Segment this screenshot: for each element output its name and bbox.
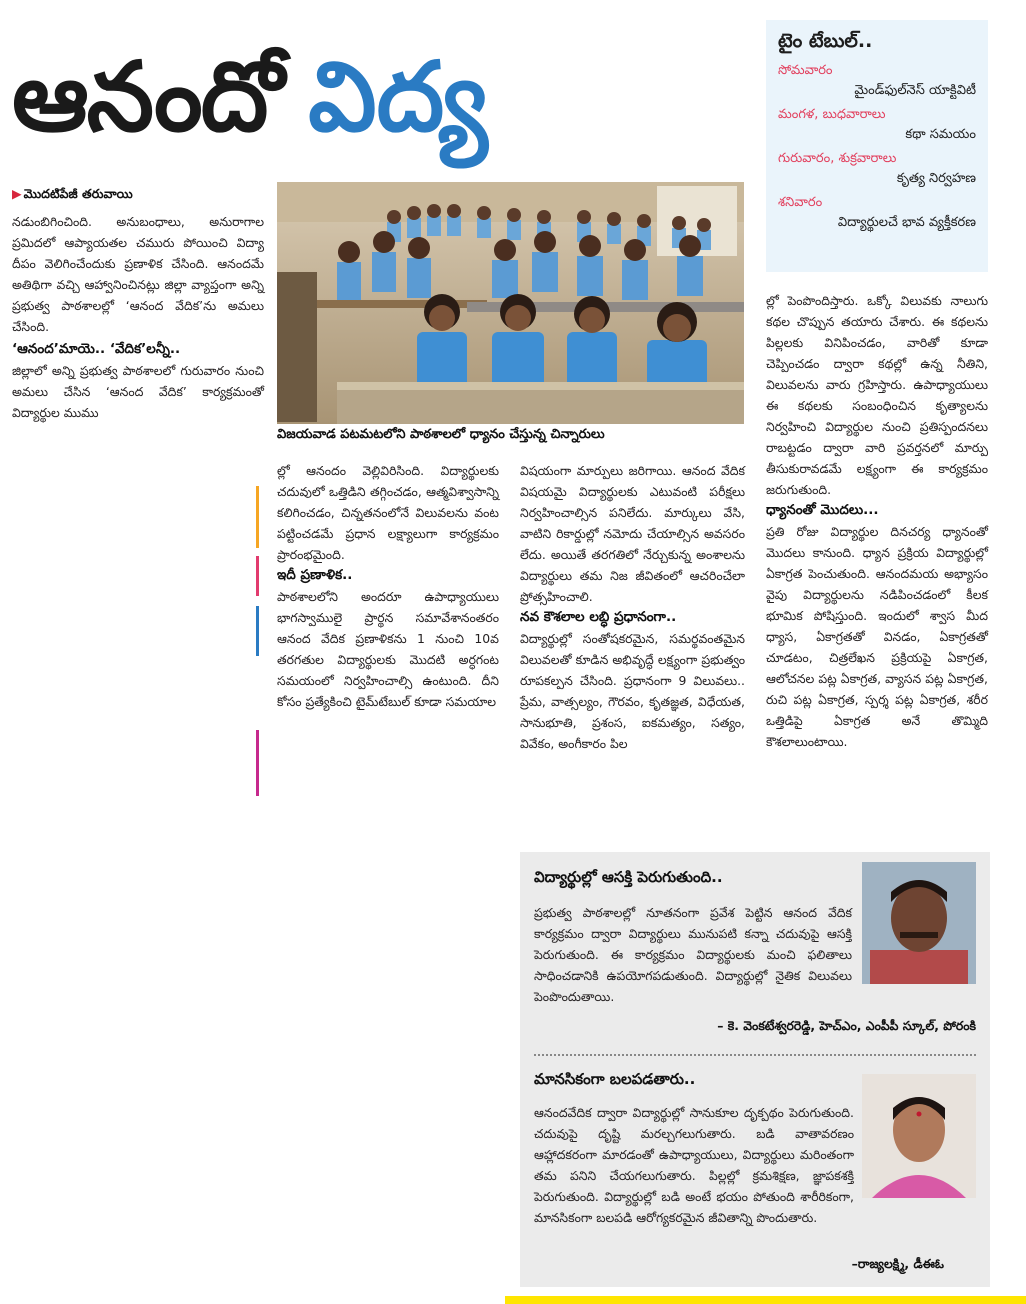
person-photo-icon bbox=[862, 1074, 976, 1198]
column-4 bbox=[766, 290, 988, 752]
classroom-photo-illustration bbox=[277, 182, 744, 424]
timetable-row bbox=[778, 195, 976, 233]
timetable-activity: విద్యార్థులచే భావ వ్యక్తీకరణ bbox=[837, 215, 976, 230]
quote-text: ఆనందవేదిక ద్వారా విద్యార్థుల్లో సానుకూల దృక్పథం పెరుగుతుంది. చదువుపై దృష్టి మరల్చగలుగుతారు. బడి వాతావరణం ఆహ్లాదకరంగా మారడంతో ఉపాధ్యాయులు, విద్యార్థులు మరింతంగా తమ పనిని చేయగలుగుతారు. పిల్లల్లో క్రమశిక్షణ, జ్ఞాపకశక్తి పెరుగుతుంది. విద్యార్థుల్లో బడి అంటే భయం పోతుంది శారీరికంగా, మానసికంగా బలపడి ఆరోగ్యకరమైన జీవితాన్ని పొందుతారు. bbox=[534, 1105, 854, 1225]
deo-photo bbox=[862, 1074, 976, 1198]
headline-part-1: ఆనందో bbox=[12, 41, 283, 153]
headmaster-photo bbox=[862, 862, 976, 984]
quote-text: ప్రభుత్వ పాఠశాలల్లో నూతనంగా ప్రవేశ పెట్టిన ఆనంద వేదిక కార్యక్రమం ద్వారా విద్యార్థులు మునుపటి కన్నా చదువుపై ఆసక్తి పెరుగుతుంది. ఈ కార్యక్రమం విద్యార్థులకు మంచి ఫలితాలు సాధించడానికి ఉపయోగపడుతుంది. విద్యార్థుల్లో నైతిక విలువలు పెంపొందుతాయి. bbox=[534, 905, 852, 1004]
quotes-box bbox=[520, 852, 990, 1287]
column-2 bbox=[277, 460, 499, 712]
quote-title: విద్యార్థుల్లో ఆసక్తి పెరుగుతుంది.. bbox=[534, 868, 723, 886]
paragraph: ప్రతి రోజు విద్యార్థుల దినచర్య ధ్యానంతో మొదలు కానుంది. ధ్యాన ప్రక్రియ విద్యార్థుల్లో ఏకాగ్రత పెంచుతుంది. ఆనందమయ అభ్యాసం వైపు విద్యార్థులను నడిపించడంలో కీలక భూమిక పోషిస్తుంది. ఇందులో శ్వాస మీద ధ్యాస, ఏకాగ్రతతో వినడం, ఏకాగ్రతతో చూడటం, చిత్రలేఖన ప్రక్రియపై ఏకాగ్రత, ఆలోచనల పట్ల ఏకాగ్రత, వ్యాసన పట్ల ఏకాగ్రత, రుచి పట్ల ఏకాగ్రత, స్పర్శ పట్ల ఏకాగ్రత, శరీర ఒత్తిడిపై ఏకాగ్రత అనే తొమ్మిది కౌశలాలుంటాయి. bbox=[766, 524, 988, 749]
paragraph: విద్యార్థుల్లో సంతోషకరమైన, సమర్థవంతమైన విలువలతో కూడిన అభివృద్ధే లక్ష్యంగా ప్రభుత్వం రూపకల్పన చేసింది. ప్రధానంగా 9 విలువలు.. ప్రేమ, వాత్సల్యం, గౌరవం, కృతజ్ఞత, విధేయత, సానుభూతి, ప్రశంస, ఐకమత్యం, సత్యం, వివేకం, అంగీకారం పిల bbox=[520, 631, 745, 751]
paragraph: ల్లో ఆనందం వెల్లివిరిసింది. విద్యార్థులకు చదువులో ఒత్తిడిని తగ్గించడం, ఆత్మవిశ్వాసాన్ని కలిగించడం, చిన్నతనంలోనే విలువలను వంట పట్టించడమే ప్రధాన లక్ష్యాలుగా కార్యక్రమం ప్రారంభమైంది. bbox=[277, 463, 499, 562]
quote-attribution: – కె. వెంకటేశ్వరరెడ్డి, హెచ్‌ఎం, ఎంపీపీ స్కూల్, పోరంకి bbox=[717, 1018, 976, 1033]
headline-part-2: విద్య bbox=[308, 41, 488, 153]
timetable-day: గురువారం, శుక్రవారాలు bbox=[778, 151, 897, 166]
timetable-row bbox=[778, 63, 976, 101]
dotted-divider bbox=[534, 1054, 976, 1056]
accent-rule bbox=[256, 486, 259, 548]
accent-rule bbox=[256, 606, 259, 656]
timetable-activity: కథా సమయం bbox=[905, 127, 976, 142]
timetable-activity: కృత్య నిర్వహణ bbox=[896, 171, 976, 186]
continued-label bbox=[12, 186, 264, 205]
column-1 bbox=[12, 186, 264, 423]
paragraph: విషయంగా మార్పులు జరిగాయి. ఆనంద వేదిక విషయమై విద్యార్థులకు ఎటువంటి పరీక్షలు నిర్వహించాల్సిన పనిలేదు. మార్కులు వేసి, వాటిని రికార్డుల్లో నమోదు చేయాల్సిన అవసరం లేదు. అయితే తరగతిలో నేర్చుకున్న అంశాలను విద్యార్థులు తమ నిజ జీవితంలో ఆచరించేలా ప్రోత్సహించాలి. bbox=[520, 463, 745, 604]
timetable-day: సోమవారం bbox=[778, 63, 833, 78]
paragraph: జిల్లాలో అన్ని ప్రభుత్వ పాఠశాలలో గురువారం నుంచి అమలు చేసిన ‘ఆనంద వేదిక’ కార్యక్రమంతో విద్యార్థుల ముము bbox=[12, 363, 264, 420]
quote-title: మానసికంగా బలపడతారు.. bbox=[534, 1070, 696, 1088]
subheading: ధ్యానంతో మొదలు... bbox=[766, 502, 879, 518]
quote-attribution: –రాజ్యలక్ష్మి, డీఈఓ bbox=[851, 1256, 944, 1271]
photo-caption: విజయవాడ పటమటలోని పాఠశాలలో ధ్యానం చేస్తున్న చిన్నారులు bbox=[277, 427, 605, 442]
triangle-icon: ▶ bbox=[12, 186, 22, 201]
paragraph: నడుంబిగించింది. అనుబంధాలు, అనురాగాల ప్రమిదలో ఆప్యాయతల చమురు పోయించి విద్యా దీపం వెలిగించేందుకు ప్రణాళిక చేసింది. ఆనందమే అతిథిగా వచ్చి ఆహ్వానించినట్లు జిల్లా వ్యాప్తంగా అన్ని ప్రభుత్వ పాఠశాలల్లో ‘ఆనంద వేదిక’ను అమలు చేసింది. bbox=[12, 214, 264, 334]
continued-text: మొదటిపేజీ తరువాయి bbox=[23, 186, 133, 201]
subheading: ఇదీ ప్రణాళిక.. bbox=[277, 567, 353, 583]
timetable-day: శనివారం bbox=[778, 195, 823, 210]
subheading: ‘ఆనంద’మాయె.. ‘వేదిక’లన్నీ.. bbox=[12, 341, 181, 357]
timetable-box bbox=[766, 20, 988, 272]
classroom-photo bbox=[277, 182, 744, 424]
timetable-activity: మైండ్‌ఫుల్‌నెస్ యాక్టివిటీ bbox=[854, 83, 976, 98]
headline bbox=[12, 22, 488, 172]
column-3 bbox=[520, 460, 745, 754]
paragraph: ల్లో పెంపొందిస్తారు. ఒక్కో విలువకు నాలుగు కథల చొప్పున తయారు చేశారు. ఈ కథలను పిల్లలకు వినిపించడం, వారితో కూడా చెప్పించడం ద్వారా కథల్లో ఉన్న నీతిని, విలువలను వారు గ్రహిస్తారు. ఉపాధ్యాయులు ఈ కథలకు సంబంధించిన కృత్యాలను నిర్వహించి విద్యార్థుల నుంచి ప్రతిస్పందనలు రాబట్టడం ద్వారా వారి ప్రవర్తనలో మార్పు తీసుకురావడమే లక్ష్యంగా ఈ కార్యక్రమం జరుగుతుంది. bbox=[766, 293, 988, 497]
timetable-day: మంగళ, బుధవారాలు bbox=[778, 107, 886, 122]
footer-bar bbox=[505, 1296, 1026, 1304]
accent-rule bbox=[256, 556, 259, 596]
timetable-title: టైం టేబుల్.. bbox=[778, 30, 873, 52]
subheading: నవ కౌశలాల లబ్ధి ప్రధానంగా.. bbox=[520, 609, 677, 625]
timetable-row bbox=[778, 151, 976, 189]
person-photo-icon bbox=[862, 862, 976, 984]
accent-rule bbox=[256, 730, 259, 796]
timetable-row bbox=[778, 107, 976, 145]
paragraph: పాఠశాలలోని అందరూ ఉపాధ్యాయులు భాగస్వాములై ప్రార్థన సమావేశానంతరం ఆనంద వేదిక ప్రణాళికను 1 నుంచి 10వ తరగతుల విద్యార్థులకు మొదటి అర్ధగంట సమయంలో నిర్వహించాల్సి ఉంటుంది. దీని కోసం ప్రత్యేకించి టైమ్‌టేబుల్ కూడా సమయాల bbox=[277, 589, 499, 709]
